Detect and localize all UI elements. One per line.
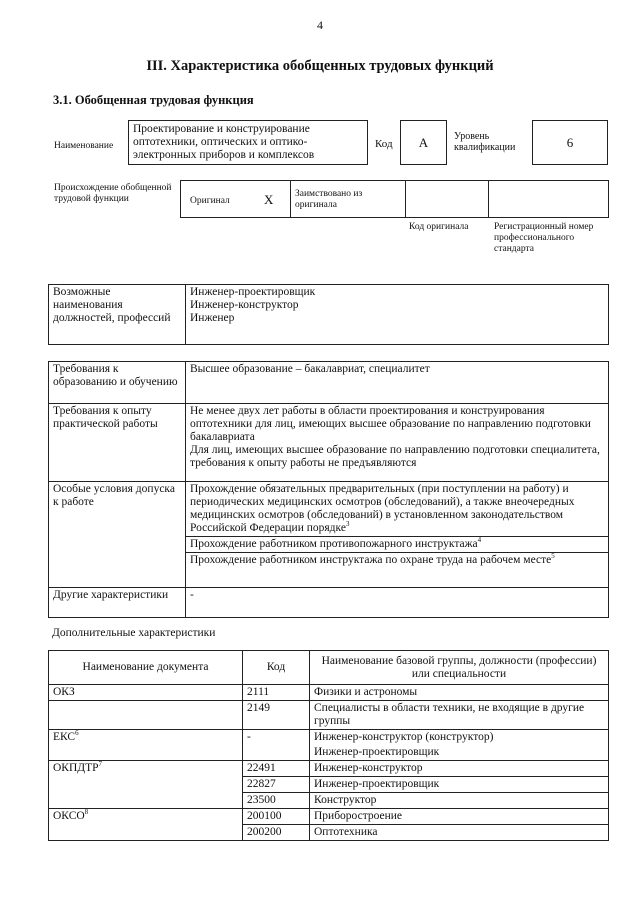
footnote-ref: 6 [75, 729, 79, 738]
positions-table [48, 284, 609, 345]
subsection-title: 3.1. Обобщенная трудовая функция [53, 93, 254, 107]
origin-label: Происхождение обобщенной трудовой функции [54, 183, 172, 204]
name-cell: Конструктор [310, 793, 609, 809]
name-cell: Инженер-проектировщик [310, 745, 609, 761]
function-name-box [128, 120, 368, 165]
table-row [49, 777, 609, 793]
doc-name: ОКСО [53, 810, 85, 822]
special-value-1-text: Прохождение обязательных предварительных (при поступлении на работу) и периодических медицинских осмотров (обследований), а также внеочередных медицинских осмотров (обследований) в установленном законодательством Российской Федерации порядке [190, 483, 575, 534]
footnote-ref: 3 [345, 520, 350, 529]
code-cell: - [243, 730, 310, 746]
doc-cell [49, 809, 243, 825]
name-cell: Оптотехника [310, 825, 609, 841]
doc-cell [49, 825, 243, 841]
doc-name: ЕКС [53, 731, 76, 743]
table-row [49, 793, 609, 809]
code-cell: 22827 [243, 777, 310, 793]
code-cell: 2111 [243, 685, 310, 701]
code-cell: 200100 [243, 809, 310, 825]
position-item: Инженер-проектировщик [190, 286, 316, 298]
experience-value-2: Для лиц, имеющих высшее образование по направлению подготовки специалитета, требования к опыту работы не предъявляются [190, 444, 600, 469]
borrowed-label: Заимствовано из оригинала [295, 189, 363, 210]
special-label: Особые условия допуска к работе [49, 482, 186, 588]
name-cell: Инженер-конструктор (конструктор) [310, 730, 609, 746]
section-title: III. Характеристика обобщенных трудовых функций [146, 58, 494, 74]
original-mark: X [264, 192, 274, 207]
table-row [49, 745, 609, 761]
special-value-2 [190, 537, 604, 552]
table-row [49, 730, 609, 746]
original-label: Оригинал [190, 196, 230, 206]
additional-caption: Дополнительные характеристики [52, 627, 216, 639]
special-value-1 [190, 483, 604, 536]
position-item: Инженер [190, 312, 235, 324]
name-cell: Инженер-конструктор [310, 761, 609, 777]
education-value: Высшее образование – бакалавриат, специалитет [186, 362, 609, 404]
code-cell: 22491 [243, 761, 310, 777]
positions-label: Возможные наименования должностей, профессий [49, 285, 186, 345]
experience-value-1: Не менее двух лет работы в области проектирования и конструирования оптотехники для лиц, имеющих высшее образование по направлению подготовки бакалавриата [190, 405, 591, 443]
code-value-box [400, 120, 447, 165]
other-label: Другие характеристики [49, 588, 186, 618]
level-value: 6 [566, 134, 574, 150]
level-value-box [532, 120, 608, 165]
education-label: Требования к образованию и обучению [49, 362, 186, 404]
code-cell: 23500 [243, 793, 310, 809]
origin-divider [290, 180, 291, 218]
special-value-3-text: Прохождение работником инструктажа по охране труда на рабочем месте [190, 554, 552, 566]
table-row [49, 825, 609, 841]
reg-number-caption: Регистрационный номер профессионального стандарта [494, 222, 594, 254]
doc-cell [49, 777, 243, 793]
additional-table [48, 650, 609, 841]
code-original-caption: Код оригинала [409, 222, 469, 232]
other-value: - [186, 588, 609, 618]
footnote-ref: 5 [551, 552, 555, 561]
name-cell: Физики и астрономы [310, 685, 609, 701]
special-value-3 [190, 553, 604, 569]
footnote-ref: 7 [98, 760, 103, 769]
experience-value-cell [186, 404, 609, 482]
footnote-ref: 8 [84, 808, 89, 817]
col-header-name: Наименование базовой группы, должности (профессии) или специальности [310, 651, 609, 685]
doc-cell [49, 701, 243, 730]
special-value-2-text: Прохождение работником противопожарного инструктажа [190, 538, 478, 550]
doc-cell [49, 685, 243, 701]
origin-divider [405, 180, 406, 218]
code-cell [243, 745, 310, 761]
name-label: Наименование [54, 141, 114, 151]
requirements-table [48, 361, 609, 618]
name-cell: Приборостроение [310, 809, 609, 825]
doc-cell [49, 730, 243, 746]
position-item: Инженер-конструктор [190, 299, 299, 311]
code-cell: 2149 [243, 701, 310, 730]
name-cell: Инженер-проектировщик [310, 777, 609, 793]
code-cell: 200200 [243, 825, 310, 841]
doc-name: ОКЗ [53, 686, 75, 698]
function-name-value: Проектирование и конструирование оптотехники, оптических и оптико-электронных приборов и комплексов [133, 123, 315, 161]
footnote-ref: 4 [477, 536, 482, 545]
table-row [49, 761, 609, 777]
page-number: 4 [317, 18, 323, 32]
table-row [49, 685, 609, 701]
col-header-code: Код [243, 651, 310, 685]
code-value: A [418, 134, 429, 150]
table-row [49, 809, 609, 825]
name-cell: Специалисты в области техники, не входящие в другие группы [310, 701, 609, 730]
doc-cell [49, 745, 243, 761]
table-row [49, 701, 609, 730]
doc-cell [49, 793, 243, 809]
code-label: Код [375, 138, 393, 150]
special-value-cell [186, 482, 609, 588]
experience-label: Требования к опыту практической работы [49, 404, 186, 482]
positions-values-cell [186, 285, 609, 345]
doc-name: ОКПДТР [53, 762, 99, 774]
doc-cell [49, 761, 243, 777]
col-header-doc: Наименование документа [49, 651, 243, 685]
level-label: Уровень квалификации [454, 131, 516, 153]
origin-divider [488, 180, 489, 218]
